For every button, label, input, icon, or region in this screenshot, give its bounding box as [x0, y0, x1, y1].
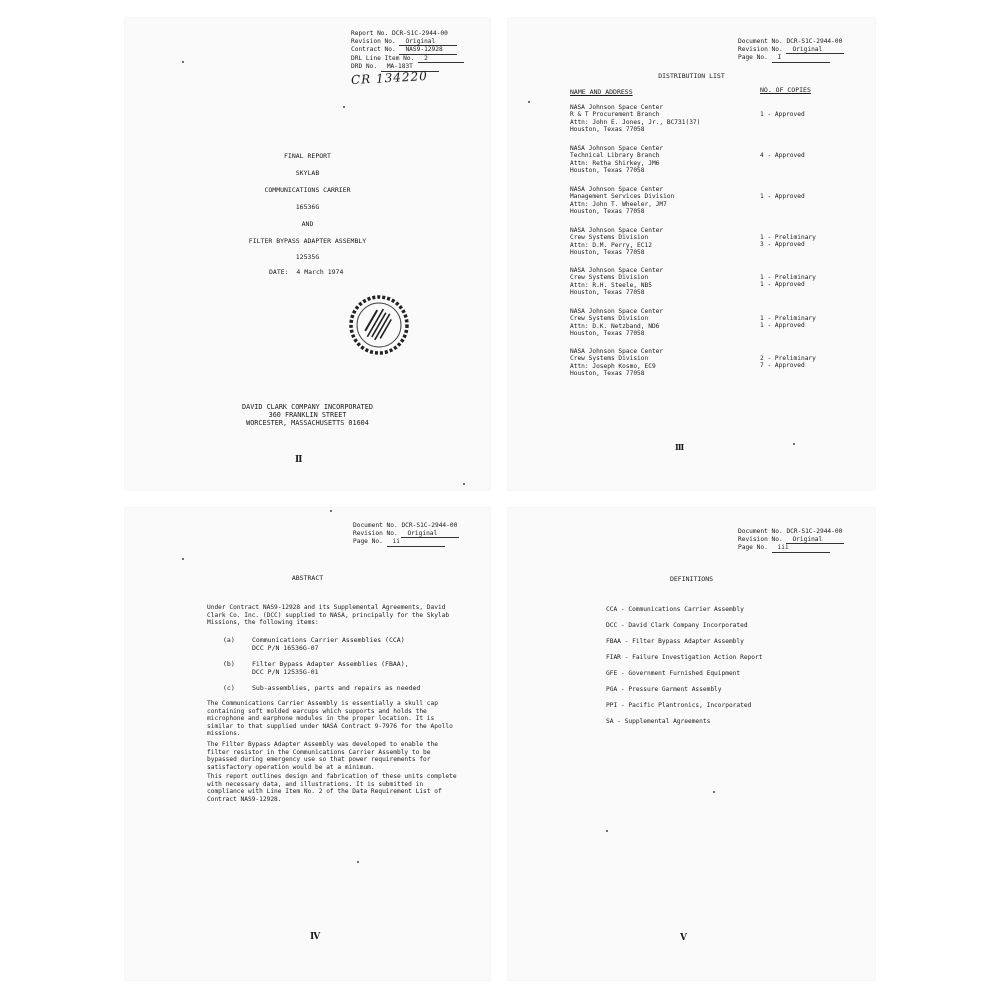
document-no-value: DCR-S1C-2944-00	[401, 522, 458, 529]
scan-speck	[606, 830, 608, 832]
distribution-entry-address	[570, 348, 663, 378]
scan-speck	[357, 861, 359, 863]
document-header-block	[738, 38, 844, 63]
definition-abbreviation: SA	[606, 718, 614, 725]
received-stamp-seal	[347, 293, 411, 357]
page-no-label: Page No.	[353, 538, 383, 546]
page-no-value: I	[772, 54, 830, 63]
definition-row	[606, 638, 744, 646]
definition-separator: -	[617, 606, 629, 613]
company-name: DAVID CLARK COMPANY INCORPORATED	[242, 403, 373, 411]
address-line: Attn: Joseph Kosmo, EC9	[570, 362, 656, 370]
definition-text: David Clark Company Incorporated	[628, 622, 748, 629]
document-no-value: DCR-S1C-2944-00	[786, 528, 843, 535]
contract-label: Contract No.	[351, 46, 396, 54]
scan-speck	[182, 558, 184, 560]
distribution-entry-address	[570, 186, 674, 216]
definition-text: Pacific Plantronics, Incorporated	[628, 702, 752, 709]
title-line-7: 12535G	[295, 253, 320, 261]
page-number: III	[675, 442, 684, 452]
address-line: Attn: D.M. Perry, EC12	[570, 241, 652, 249]
revision-label: Revision No.	[351, 37, 396, 45]
report-no-label: Report No.	[351, 30, 389, 37]
column-header-copies: NO. OF COPIES	[760, 86, 811, 94]
address-line: Attn: John T. Wheeler, JM7	[570, 200, 667, 208]
definition-abbreviation: FIAR	[606, 654, 621, 661]
drd-label: DRD No.	[351, 63, 378, 71]
item-c-letter: (c)	[223, 684, 235, 692]
address-line: Houston, Texas 77058	[570, 126, 645, 134]
page-title-page	[125, 18, 490, 490]
title-line-6: FILTER BYPASS ADAPTER ASSEMBLY	[248, 237, 367, 245]
contract-value: NAS9-12928	[399, 46, 457, 55]
page-number: II	[295, 455, 302, 465]
definition-row	[606, 702, 751, 710]
drl-value: 2	[418, 55, 464, 64]
title-line-1: FINAL REPORT	[284, 152, 331, 160]
report-header-block	[351, 30, 464, 72]
definition-text: Filter Bypass Adapter Assembly	[632, 638, 744, 645]
handwritten-cr-number: CR 134220	[350, 68, 429, 88]
definition-row	[606, 670, 740, 678]
abstract-paragraph-fbaa: The Filter Bypass Adapter Assembly was developed to enable the filter resistor in the Communications Carrier Assembly to be bypassed during emergency use so that power requirements for satisfactory operation would be at a minimum.	[207, 741, 438, 771]
page-no-label: Page No.	[738, 54, 768, 62]
definitions-title: DEFINITIONS	[669, 575, 714, 583]
item-b-line-1: Filter Bypass Adapter Assemblies (FBAA),	[252, 660, 409, 668]
title-line-3: COMMUNICATIONS CARRIER	[264, 186, 351, 194]
definition-separator: -	[617, 622, 629, 629]
address-line: Crew Systems Division	[570, 355, 649, 363]
address-line: NASA Johnson Space Center	[570, 104, 664, 111]
definition-abbreviation: DCC	[606, 622, 618, 629]
drd-value: MA-183T	[381, 63, 439, 72]
definition-abbreviation: PGA	[606, 686, 618, 693]
scan-speck	[343, 106, 345, 108]
address-line: Attn: R.H. Steele, NB5	[570, 281, 652, 289]
definition-separator: -	[617, 670, 629, 677]
item-b-line-2: DCC P/N 12535G-01	[252, 668, 319, 676]
copies-line: 1 - Approved	[760, 322, 805, 330]
address-line: Attn: D.K. Netzband, ND6	[570, 322, 660, 330]
item-a-line-1: Communications Carrier Assemblies (CCA)	[252, 636, 405, 644]
distribution-entry-address	[570, 227, 663, 257]
company-city: WORCESTER, MASSACHUSETTS 01604	[246, 419, 369, 427]
scan-speck	[463, 483, 465, 485]
definition-row	[606, 654, 762, 662]
address-line: Houston, Texas 77058	[570, 167, 645, 175]
address-line: NASA Johnson Space Center	[570, 308, 664, 315]
definition-separator: -	[617, 686, 629, 693]
distribution-entry-address	[570, 104, 700, 134]
address-line: Attn: Retha Shirkey, JM6	[570, 159, 660, 167]
address-line: Houston, Texas 77058	[570, 289, 645, 297]
definition-text: Government Furnished Equipment	[628, 670, 741, 677]
copies-line: 1 - Approved	[760, 111, 805, 118]
scan-speck	[793, 443, 795, 445]
date-value: 4 March 1974	[296, 268, 344, 276]
definition-abbreviation: PPI	[606, 702, 618, 709]
revision-value: Original	[399, 38, 457, 47]
definition-text: Pressure Garment Assembly	[628, 686, 722, 693]
page-no-label: Page No.	[738, 544, 768, 552]
abstract-paragraph-cca: The Communications Carrier Assembly is essentially a skull cap containing soft molded earcups which supports and holds the microphone and earphone modules in the proper location. It is similar to that supplied under NASA Contract 9-7976 for the Apollo missions.	[207, 700, 453, 738]
address-line: Houston, Texas 77058	[570, 330, 645, 338]
scan-speck	[182, 61, 184, 63]
revision-value: Original	[401, 530, 459, 539]
definition-separator: -	[620, 654, 633, 661]
address-line: Technical Library Branch	[570, 152, 660, 160]
revision-label: Revision No.	[738, 45, 783, 53]
revision-label: Revision No.	[738, 535, 783, 543]
definition-separator: -	[617, 702, 629, 709]
page-abstract	[125, 508, 490, 980]
address-line: Crew Systems Division	[570, 274, 649, 282]
definition-text: Failure Investigation Action Report	[632, 654, 763, 661]
scan-speck	[330, 510, 332, 512]
item-b-letter: (b)	[223, 660, 235, 668]
distribution-list-title: DISTRIBUTION LIST	[658, 72, 725, 80]
copies-line: 1 - Preliminary	[760, 234, 816, 241]
document-no-label: Document No.	[353, 522, 398, 529]
copies-line: 2 - Preliminary	[760, 355, 816, 362]
address-line: Management Services Division	[570, 193, 675, 201]
address-line: Houston, Texas 77058	[570, 370, 645, 378]
drl-label: DRL Line Item No.	[351, 54, 415, 62]
address-line: NASA Johnson Space Center	[570, 186, 664, 193]
definition-abbreviation: FBAA	[606, 638, 621, 645]
copies-line: 1 - Approved	[760, 193, 805, 200]
address-line: Crew Systems Division	[570, 234, 649, 242]
copies-line: 4 - Approved	[760, 152, 805, 159]
distribution-entry-copies	[760, 152, 805, 159]
copies-line: 1 - Preliminary	[760, 315, 816, 322]
distribution-entry-copies	[760, 111, 805, 118]
definition-separator: -	[620, 638, 633, 645]
address-line: NASA Johnson Space Center	[570, 145, 664, 152]
abstract-title: ABSTRACT	[291, 574, 324, 582]
definition-text: Communications Carrier Assembly	[628, 606, 744, 613]
copies-line: 7 - Approved	[760, 362, 805, 370]
revision-value: Original	[786, 536, 844, 545]
revision-label: Revision No.	[353, 529, 398, 537]
title-line-4: 16536G	[295, 203, 320, 211]
copies-line: 1 - Preliminary	[760, 274, 816, 281]
page-definitions	[508, 508, 875, 980]
distribution-entry-copies	[760, 193, 805, 200]
address-line: NASA Johnson Space Center	[570, 348, 664, 355]
definition-abbreviation: CCA	[606, 606, 618, 613]
address-line: Crew Systems Division	[570, 315, 649, 323]
company-street: 360 FRANKLIN STREET	[268, 411, 347, 419]
title-line-5: AND	[301, 220, 314, 228]
address-line: Attn: John E. Jones, Jr., BC731(37)	[570, 118, 701, 126]
copies-line: 3 - Approved	[760, 241, 805, 249]
definition-separator: -	[613, 718, 625, 725]
page-no-value: ii	[387, 538, 445, 547]
definition-text: Supplemental Agreements	[624, 718, 711, 725]
definition-row	[606, 606, 744, 614]
distribution-entry-address	[570, 308, 663, 338]
document-no-value: DCR-S1C-2944-00	[786, 38, 843, 45]
document-header-block	[738, 528, 844, 553]
distribution-entry-copies	[760, 315, 816, 330]
address-line: R & T Procurement Branch	[570, 111, 660, 119]
address-line: NASA Johnson Space Center	[570, 267, 664, 274]
abstract-intro: Under Contract NAS9-12928 and its Supplemental Agreements, David Clark Co. Inc. (DCC) supplied to NASA, principally for the Skylab Missions, the following items:	[207, 604, 450, 627]
address-line: Houston, Texas 77058	[570, 249, 645, 257]
date-label: DATE:	[269, 268, 289, 276]
document-header-block	[353, 522, 459, 547]
document-no-label: Document No.	[738, 38, 783, 45]
address-line: NASA Johnson Space Center	[570, 227, 664, 234]
item-a-letter: (a)	[223, 636, 235, 644]
page-number: IV	[310, 932, 320, 942]
item-a-line-2: DCC P/N 16536G-07	[252, 644, 319, 652]
scan-speck	[713, 791, 715, 793]
revision-value: Original	[786, 46, 844, 55]
item-c-line-1: Sub-assemblies, parts and repairs as needed	[252, 684, 421, 692]
copies-line: 1 - Approved	[760, 281, 805, 289]
distribution-entry-copies	[760, 234, 816, 249]
distribution-entry-address	[570, 145, 663, 175]
distribution-entry-copies	[760, 355, 816, 370]
distribution-entry-copies	[760, 274, 816, 289]
page-number: V	[680, 933, 686, 943]
abstract-paragraph-report: This report outlines design and fabrication of these units complete with necessary data, and illustrations. It is submitted in compliance with Line Item No. 2 of the Data Requirement List of Contract NAS9-12928.	[207, 773, 457, 803]
document-no-label: Document No.	[738, 528, 783, 535]
distribution-entry-address	[570, 267, 663, 297]
report-date	[269, 268, 343, 276]
definition-row	[606, 622, 748, 630]
page-no-value: iii	[772, 544, 830, 553]
column-header-name: NAME AND ADDRESS	[570, 88, 633, 96]
definition-abbreviation: GFE	[606, 670, 618, 677]
address-line: Houston, Texas 77058	[570, 208, 645, 216]
page-distribution-list	[508, 18, 875, 490]
definition-row	[606, 686, 722, 694]
scan-speck	[528, 101, 530, 103]
report-no-value: DCR-S1C-2944-00	[392, 30, 448, 37]
title-line-2: SKYLAB	[295, 169, 320, 177]
definition-row	[606, 718, 710, 726]
